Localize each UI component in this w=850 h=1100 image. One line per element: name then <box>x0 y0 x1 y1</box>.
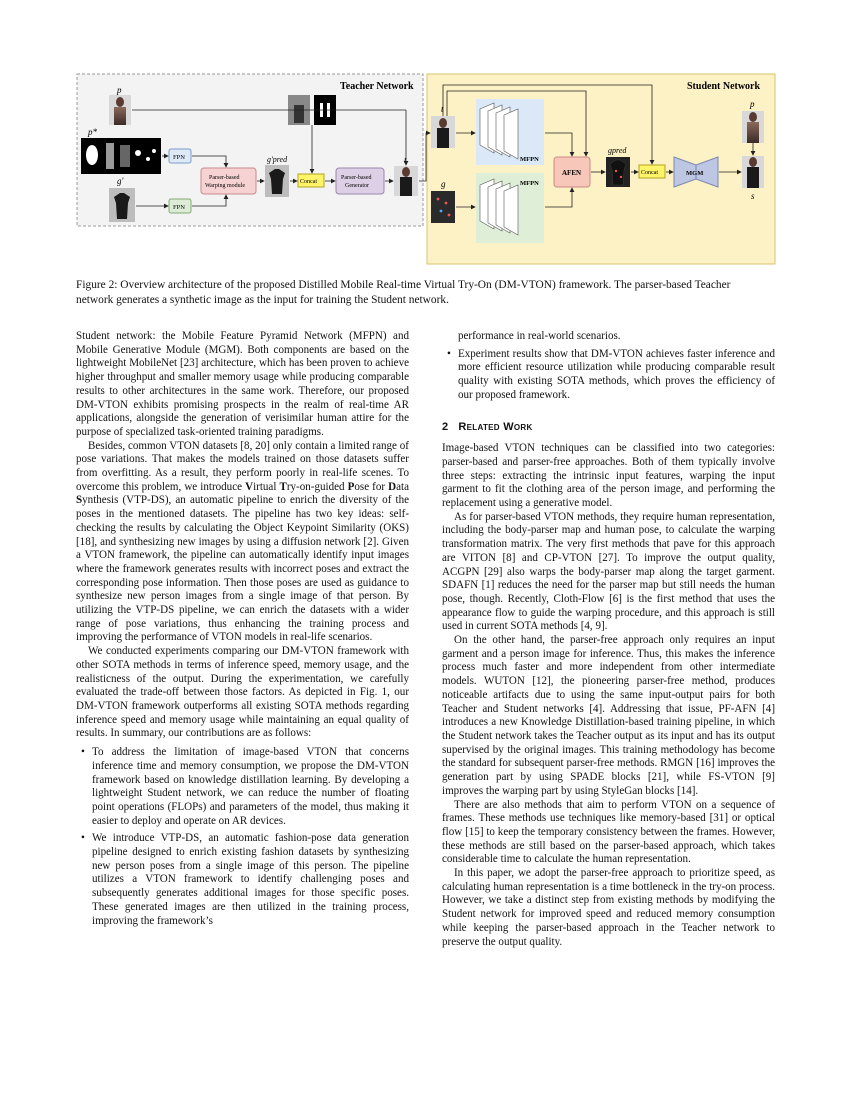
right-paragraph-3: On the other hand, the parser-free approach only requires an input garment and a person image for inference. Thus, this makes the inference process much faster and more independent from other intermediate models. WUTON [12], the pioneering parser-free method, produces noticeable artifacts due to using the same input-output pairs for both Teacher and Student networks [4]. Addressing that issue, PF-AFN [4] introduces a new Knowledge Distillation-based training pipeline, in which the Student network takes the Teacher output as its input and has its output supervised by the original images. This training methodology has become the standard for subsequent parser-free methods. RMGN [16] improves the generation part by using SPADE blocks [21], while FS-VTON [9] improves the warping part by using StyleGan blocks [14]. <box>442 634 775 797</box>
label-t-teacher: t <box>404 155 407 165</box>
label-t-student: t <box>441 104 444 114</box>
warped-garment-student <box>606 157 630 187</box>
right-paragraph-1: Image-based VTON techniques can be classified into two categories: parser-based and parser-free approaches. Both of them typically involve three steps: extracting the intrinsic input features, warping the input garment to fit the clothing area of the person image, and performing the replacement using a generative model. <box>442 442 775 510</box>
list-item: • We introduce VTP-DS, an automatic fashion-pose data generation pipeline designed to enrich existing fashion datasets by synthesizing new person poses from a single image of this person. The pipeline utilizes a VTON framework to identify challenging poses and subsequently generates additional images for those specific poses. These generated images are then utilized in the training process, improving the framework’s <box>81 832 409 927</box>
student-output-s <box>742 156 764 188</box>
fpn-top-label: FPN <box>173 154 185 161</box>
list-item: • To address the limitation of image-based VTON that concerns inference time and memory consumption, we propose the DM-VTON framework based on knowledge distillation learning. By developing a lightweight Student network, we can reduce the number of floating point operations (FLOPs) and parameters of the model, thus making it easier to deploy and operate on AR devices. <box>81 746 409 827</box>
teacher-output-t <box>394 166 418 196</box>
generator-line1: Parser-based <box>341 175 372 181</box>
garment-image-g-prime <box>109 188 135 222</box>
left-column <box>76 330 409 932</box>
student-output-p <box>742 111 764 143</box>
caption-line-2: network generates a synthetic image as the input for training the Student network. <box>76 294 449 306</box>
figure-caption <box>76 278 776 308</box>
warping-module-line1: Parser-based <box>209 175 240 181</box>
warped-garment-teacher <box>265 165 289 197</box>
parse-map-p-star <box>81 138 161 174</box>
label-p-out: p <box>750 99 755 109</box>
mfpn-top-label: MFPN <box>520 156 539 163</box>
warping-module-line2: Warping module <box>205 183 246 189</box>
list-item-continuation: performance in real-world scenarios. <box>458 330 621 342</box>
right-paragraph-2: As for parser-based VTON methods, they require human representation, including the body-parser map and human pose, to calculate the warping transformation matrix. The very first methods that pave for this approach are VITON [8] and CP-VTON [27]. To improve the output quality, ACGPN [29] also warps the body-parser map along the target garment. SDAFN [1] reduces the need for the parser map but still needs the human pose, though. Recently, Cloth-Flow [6] is the first method that uses the appearance flow to guide the warping procedure, and this approach is still used in current SOTA methods [4, 9]. <box>442 510 775 633</box>
student-title: Student Network <box>687 81 761 92</box>
concat-student-label: Concat <box>641 170 658 176</box>
right-column <box>442 330 775 949</box>
teacher-title: Teacher Network <box>340 81 414 92</box>
label-s: s <box>751 191 755 201</box>
left-paragraph-2: Besides, common VTON datasets [8, 20] only contain a limited range of pose variations. That makes the models trained on those datasets suffer from overfitting. As a result, they perform poorly in real-life scenes. To overcome this problem, we introduce Virtual Try-on-guided Pose for Data Synthesis (VTP-DS), an automatic pipeline to enrich the diversity of the poses in the mentioned datasets. The pipeline has two key ideas: self-checking the results by calculating the Object Keypoint Similarity (OKS) [18], and synthesizing new images by using a diffusion network [2]. Given a VTON framework, the pipeline can automatically identify input images where the framework generates results with incorrect poses and extract the corresponding pose information. Then those poses are used as guidance to synthesize new person images from a single image of that person. By utilizing the VTP-DS pipeline, we can enrich the datasets with a wider range of pose variations, thus enhancing the training process and improving the performance of VTON models in real-life scenarios. <box>76 439 410 644</box>
left-paragraph-3: We conducted experiments comparing our DM-VTON framework with other SOTA methods in terms of inference speed, memory usage, and the realisticness of the output. During the experimentation, we carefully evaluated the trade-off between those factors. As depicted in Fig. 1, our DM-VTON framework outperforms all existing SOTA methods regarding inference speed and memory usage while maintaining an equal quality of results. In summary, our contributions are as follows: <box>76 645 409 740</box>
label-p: p <box>117 85 122 95</box>
right-paragraph-5: In this paper, we adopt the parser-free approach to prioritize speed, as calculating human representation is a time bottleneck in the try-on process. However, we take a distinct step from existing methods by modifying the Student network for improved speed and reduced memory consumption while keeping the parser-based approach in the Teacher network to preserve the output quality. <box>442 867 775 948</box>
concat-teacher-label: Concat <box>300 179 317 185</box>
list-item: • Experiment results show that DM-VTON achieves faster inference and more efficient resource utilization while producing comparable result quality with existing SOTA methods, which proves the efficiency of our proposed framework. <box>447 347 775 401</box>
warping-module-box <box>201 168 256 194</box>
student-input-t <box>431 116 455 148</box>
contribution-list <box>76 746 409 928</box>
right-paragraph-4: There are also methods that aim to perform VTON on a sequence of frames. These methods use techniques like memory-based [31] or optical flow [15] to keep the temporary consistency between the frames. However, these methods are still based on the parser-based approach, which takes considerable time to calculate the human representation. <box>442 798 775 866</box>
mgm-label: MGM <box>686 170 704 177</box>
label-g: g <box>441 179 446 189</box>
architecture-figure <box>76 73 776 265</box>
label-p-star: p* <box>88 127 97 137</box>
left-paragraph-1: Student network: the Mobile Feature Pyramid Network (MFPN) and Mobile Generative Module (MGM). Both components are based on the lightweight MobileNet [23] architecture, which has been proven to achieve higher throughput and smaller memory usage while producing comparable results to other architectures in the same work. Therefore, our proposed DM-VTON exhibits promising prospects in the realm of real-time AR applications, alongside the generation of verisimilar human attire for the purpose of specialized task-oriented training paradigms. <box>76 330 409 438</box>
label-g-prime-pred: g'pred <box>267 155 288 164</box>
section-heading: 2 Related Work <box>442 420 533 433</box>
label-g-pred: gpred <box>608 146 627 155</box>
label-g-prime: g' <box>117 176 124 186</box>
mfpn-bottom-label: MFPN <box>520 180 539 187</box>
generator-line2: Generator <box>345 183 369 189</box>
fpn-bottom-label: FPN <box>173 204 185 211</box>
contribution-list-cont <box>442 348 775 403</box>
student-input-g <box>431 191 455 223</box>
generator-box <box>336 168 384 194</box>
afen-label: AFEN <box>562 169 582 177</box>
caption-line-1: Figure 2: Overview architecture of the proposed Distilled Mobile Real-time Virtual Try-On (DM-VTON) framework. The parser-based Teacher <box>76 279 731 291</box>
person-image-p <box>109 95 131 125</box>
